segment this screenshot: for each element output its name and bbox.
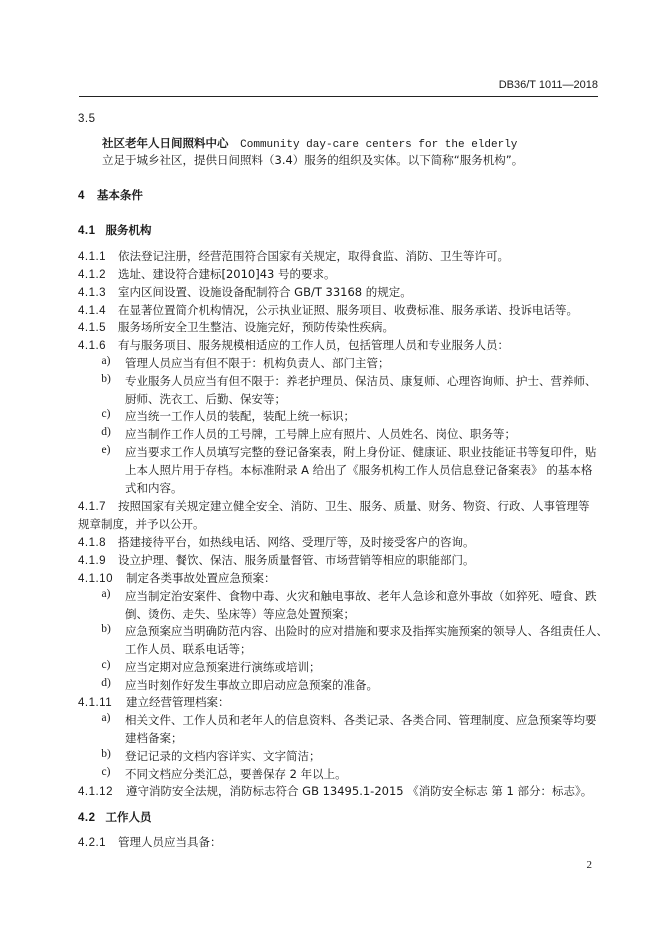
clause-4-1-9: 4.1.9 设立护理、餐饮、保洁、服务质量督管、市场营销等相应的职能部门。 <box>78 553 475 567</box>
list-label: b) <box>101 373 111 385</box>
clause-4-1-11: 4.1.11 建立经营管理档案： <box>78 695 230 709</box>
list-label: e) <box>101 444 111 456</box>
header-code: DB36/T 1011—2018 <box>498 79 598 91</box>
section-4-2-heading: 4.2 工作人员 <box>78 810 152 824</box>
clause-4-1-8: 4.1.8 搭建接待平台，如热线电话、网络、受理厅等，及时接受客户的咨询。 <box>78 535 475 549</box>
list-label: d) <box>101 426 111 438</box>
list-label: a) <box>101 588 111 600</box>
clause-4-1-1: 4.1.1 依法登记注册，经营范围符合国家有关规定，取得食监、消防、卫生等许可。 <box>78 249 509 263</box>
clause-4-1-7: 4.1.7 按照国家有关规定建立健全安全、消防、卫生、服务、质量、财务、物资、行政、人事管理等 <box>78 499 590 513</box>
term-cn: 社区老年人日间照料中心 <box>102 136 229 150</box>
list-label: a) <box>101 712 111 724</box>
list-item: 登记记录的文档内容详实、文字简洁； <box>125 749 321 763</box>
clause-4-1-3: 4.1.3 室内区间设置、设施设备配制符合 GB/T 33168 的规定。 <box>78 285 412 299</box>
list-item: 应当要求工作人员填写完整的登记备案表，附上身份证、健康证、职业技能证书等复印件，贴 <box>125 445 597 459</box>
term-number: 3.5 <box>78 113 96 125</box>
list-item: 应当时刻作好发生事故立即启动应急预案的准备。 <box>125 678 378 692</box>
clause-4-1-6: 4.1.6 有与服务项目、服务规模相适应的工作人员，包括管理人员和专业服务人员： <box>78 338 509 352</box>
clause-4-2-1: 4.2.1 管理人员应当具备： <box>78 835 222 849</box>
list-item: 应急预案应当明确防范内容、出险时的应对措施和要求及指挥实施预案的领导人、各组责任人、 <box>125 624 608 638</box>
list-item-cont: 建档备案； <box>125 731 183 745</box>
list-item: 不同文档应分类汇总，要善保存 2 年以上。 <box>125 767 347 781</box>
header-rule <box>79 96 598 97</box>
clause-4-1-5: 4.1.5 服务场所安全卫生整洁、设施完好，预防传染性疾病。 <box>78 320 394 334</box>
clause-4-1-7-cont: 规章制度，并予以公开。 <box>78 517 205 531</box>
list-label: c) <box>101 659 111 671</box>
list-label: c) <box>101 408 111 420</box>
list-item: 应当制作工作人员的工号牌，工号牌上应有照片、人员姓名、岗位、职务等； <box>125 427 516 441</box>
list-item: 专业服务人员应当有但不限于：养老护理员、保洁员、康复师、心理咨询师、护士、营养师、 <box>125 374 597 388</box>
list-item-cont: 上本人照片用于存档。本标准附录 A 给出了《服务机构工作人员信息登记备案表》 的基本格 <box>125 463 593 477</box>
clause-4-1-2: 4.1.2 选址、建设符合建标[2010]43 号的要求。 <box>78 267 336 281</box>
list-item: 应当定期对应急预案进行演练或培训； <box>125 660 321 674</box>
clause-4-1-12: 4.1.12 遵守消防安全法规，消防标志符合 GB 13495.1-2015 《消防安全标志 第 1 部分：标志》。 <box>78 784 593 798</box>
section-4-heading: 4 基本条件 <box>78 188 143 202</box>
list-label: a) <box>101 355 111 367</box>
section-4-1-heading: 4.1 服务机构 <box>78 223 152 237</box>
list-item-cont: 倒、烫伤、走失、坠床等）等应急处置预案； <box>125 607 355 621</box>
page-number: 2 <box>586 859 592 871</box>
list-item: 管理人员应当有但不限于：机构负责人、部门主管； <box>125 356 390 370</box>
list-label: b) <box>101 623 111 635</box>
list-label: c) <box>101 766 111 778</box>
term-en: Community day-care centers for the elderly <box>240 139 518 151</box>
list-item-cont: 工作人员、联系电话等； <box>125 642 252 656</box>
term-definition: 立足于城乡社区，提供日间照料（3.4）服务的组织及实体。以下简称“服务机构”。 <box>102 153 524 167</box>
list-item-cont: 式和内容。 <box>125 481 183 495</box>
list-label: d) <box>101 677 111 689</box>
list-item: 相关文件、工作人员和老年人的信息资料、各类记录、各类合同、管理制度、应急预案等均要 <box>125 713 597 727</box>
list-item: 应当统一工作人员的装配，装配上统一标识； <box>125 409 355 423</box>
list-label: b) <box>101 748 111 760</box>
clause-4-1-4: 4.1.4 在显著位置简介机构情况，公示执业证照、服务项目、收费标准、服务承诺、投诉电话等。 <box>78 303 578 317</box>
list-item-cont: 厨师、洗衣工、后勤、保安等； <box>125 392 286 406</box>
clause-4-1-10: 4.1.10 制定各类事故处置应急预案： <box>78 571 276 585</box>
term-heading <box>102 135 517 153</box>
list-item: 应当制定治安案件、食物中毒、火灾和触电事故、老年人急诊和意外事故（如猝死、噎食、跌 <box>125 589 597 603</box>
